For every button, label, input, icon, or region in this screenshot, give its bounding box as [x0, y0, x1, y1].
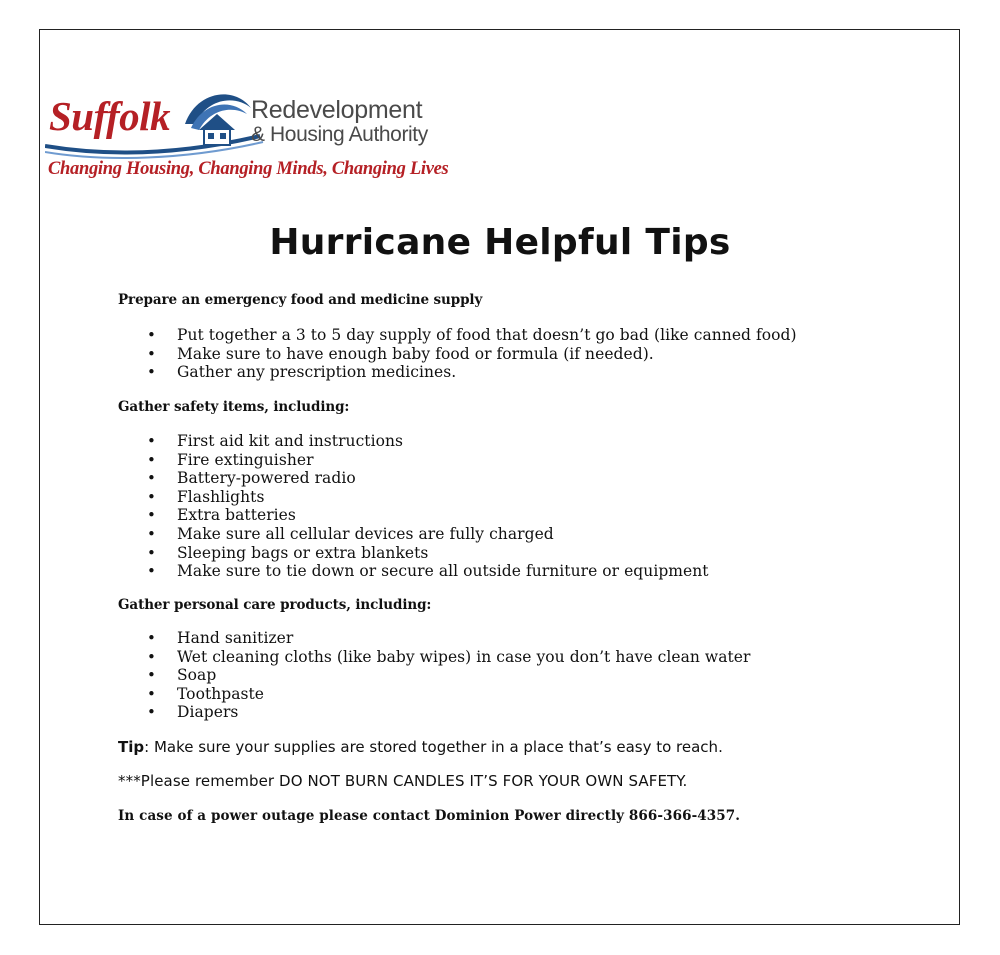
- logo-housing-authority-text: & Housing Authority: [251, 123, 428, 146]
- safety-items-list: [118, 432, 709, 581]
- logo-tagline: Changing Housing, Changing Minds, Changing Lives: [48, 159, 449, 179]
- list-item: • Wet cleaning cloths (like baby wipes) in case you don’t have clean water: [118, 648, 750, 667]
- list-item: • First aid kit and instructions: [118, 432, 709, 451]
- logo-redevelopment-text: Redevelopment: [251, 96, 423, 124]
- list-item: • Battery-powered radio: [118, 469, 709, 488]
- personal-care-list: [118, 629, 750, 722]
- power-outage-contact: In case of a power outage please contact Dominion Power directly 866-366-4357.: [118, 808, 741, 824]
- tip-paragraph: [118, 738, 723, 756]
- list-item: • Gather any prescription medicines.: [118, 363, 797, 382]
- section-heading-food: Prepare an emergency food and medicine supply: [118, 292, 483, 308]
- page-title: Hurricane Helpful Tips: [269, 222, 731, 263]
- list-item: • Flashlights: [118, 488, 709, 507]
- list-item: • Extra batteries: [118, 506, 709, 525]
- list-item: • Soap: [118, 666, 750, 685]
- food-medicine-list: [118, 326, 797, 382]
- list-item: • Diapers: [118, 703, 750, 722]
- candle-warning: ***Please remember DO NOT BURN CANDLES IT’S FOR YOUR OWN SAFETY.: [118, 772, 688, 790]
- list-item: • Make sure to tie down or secure all outside furniture or equipment: [118, 562, 709, 581]
- section-heading-safety: Gather safety items, including:: [118, 399, 350, 415]
- list-item: • Make sure all cellular devices are fully charged: [118, 525, 709, 544]
- list-item: • Put together a 3 to 5 day supply of food that doesn’t go bad (like canned food): [118, 326, 797, 345]
- logo-suffolk-text: Suffolk: [49, 93, 171, 139]
- section-heading-personal-care: Gather personal care products, including:: [118, 597, 432, 613]
- list-item: • Sleeping bags or extra blankets: [118, 544, 709, 563]
- tip-text: : Make sure your supplies are stored together in a place that’s easy to reach.: [144, 738, 723, 756]
- list-item: • Fire extinguisher: [118, 451, 709, 470]
- list-item: • Toothpaste: [118, 685, 750, 704]
- list-item: • Hand sanitizer: [118, 629, 750, 648]
- tip-label: Tip: [118, 738, 145, 756]
- suffolk-housing-logo: [45, 84, 449, 184]
- list-item: • Make sure to have enough baby food or formula (if needed).: [118, 345, 797, 364]
- house-icon: [177, 84, 257, 156]
